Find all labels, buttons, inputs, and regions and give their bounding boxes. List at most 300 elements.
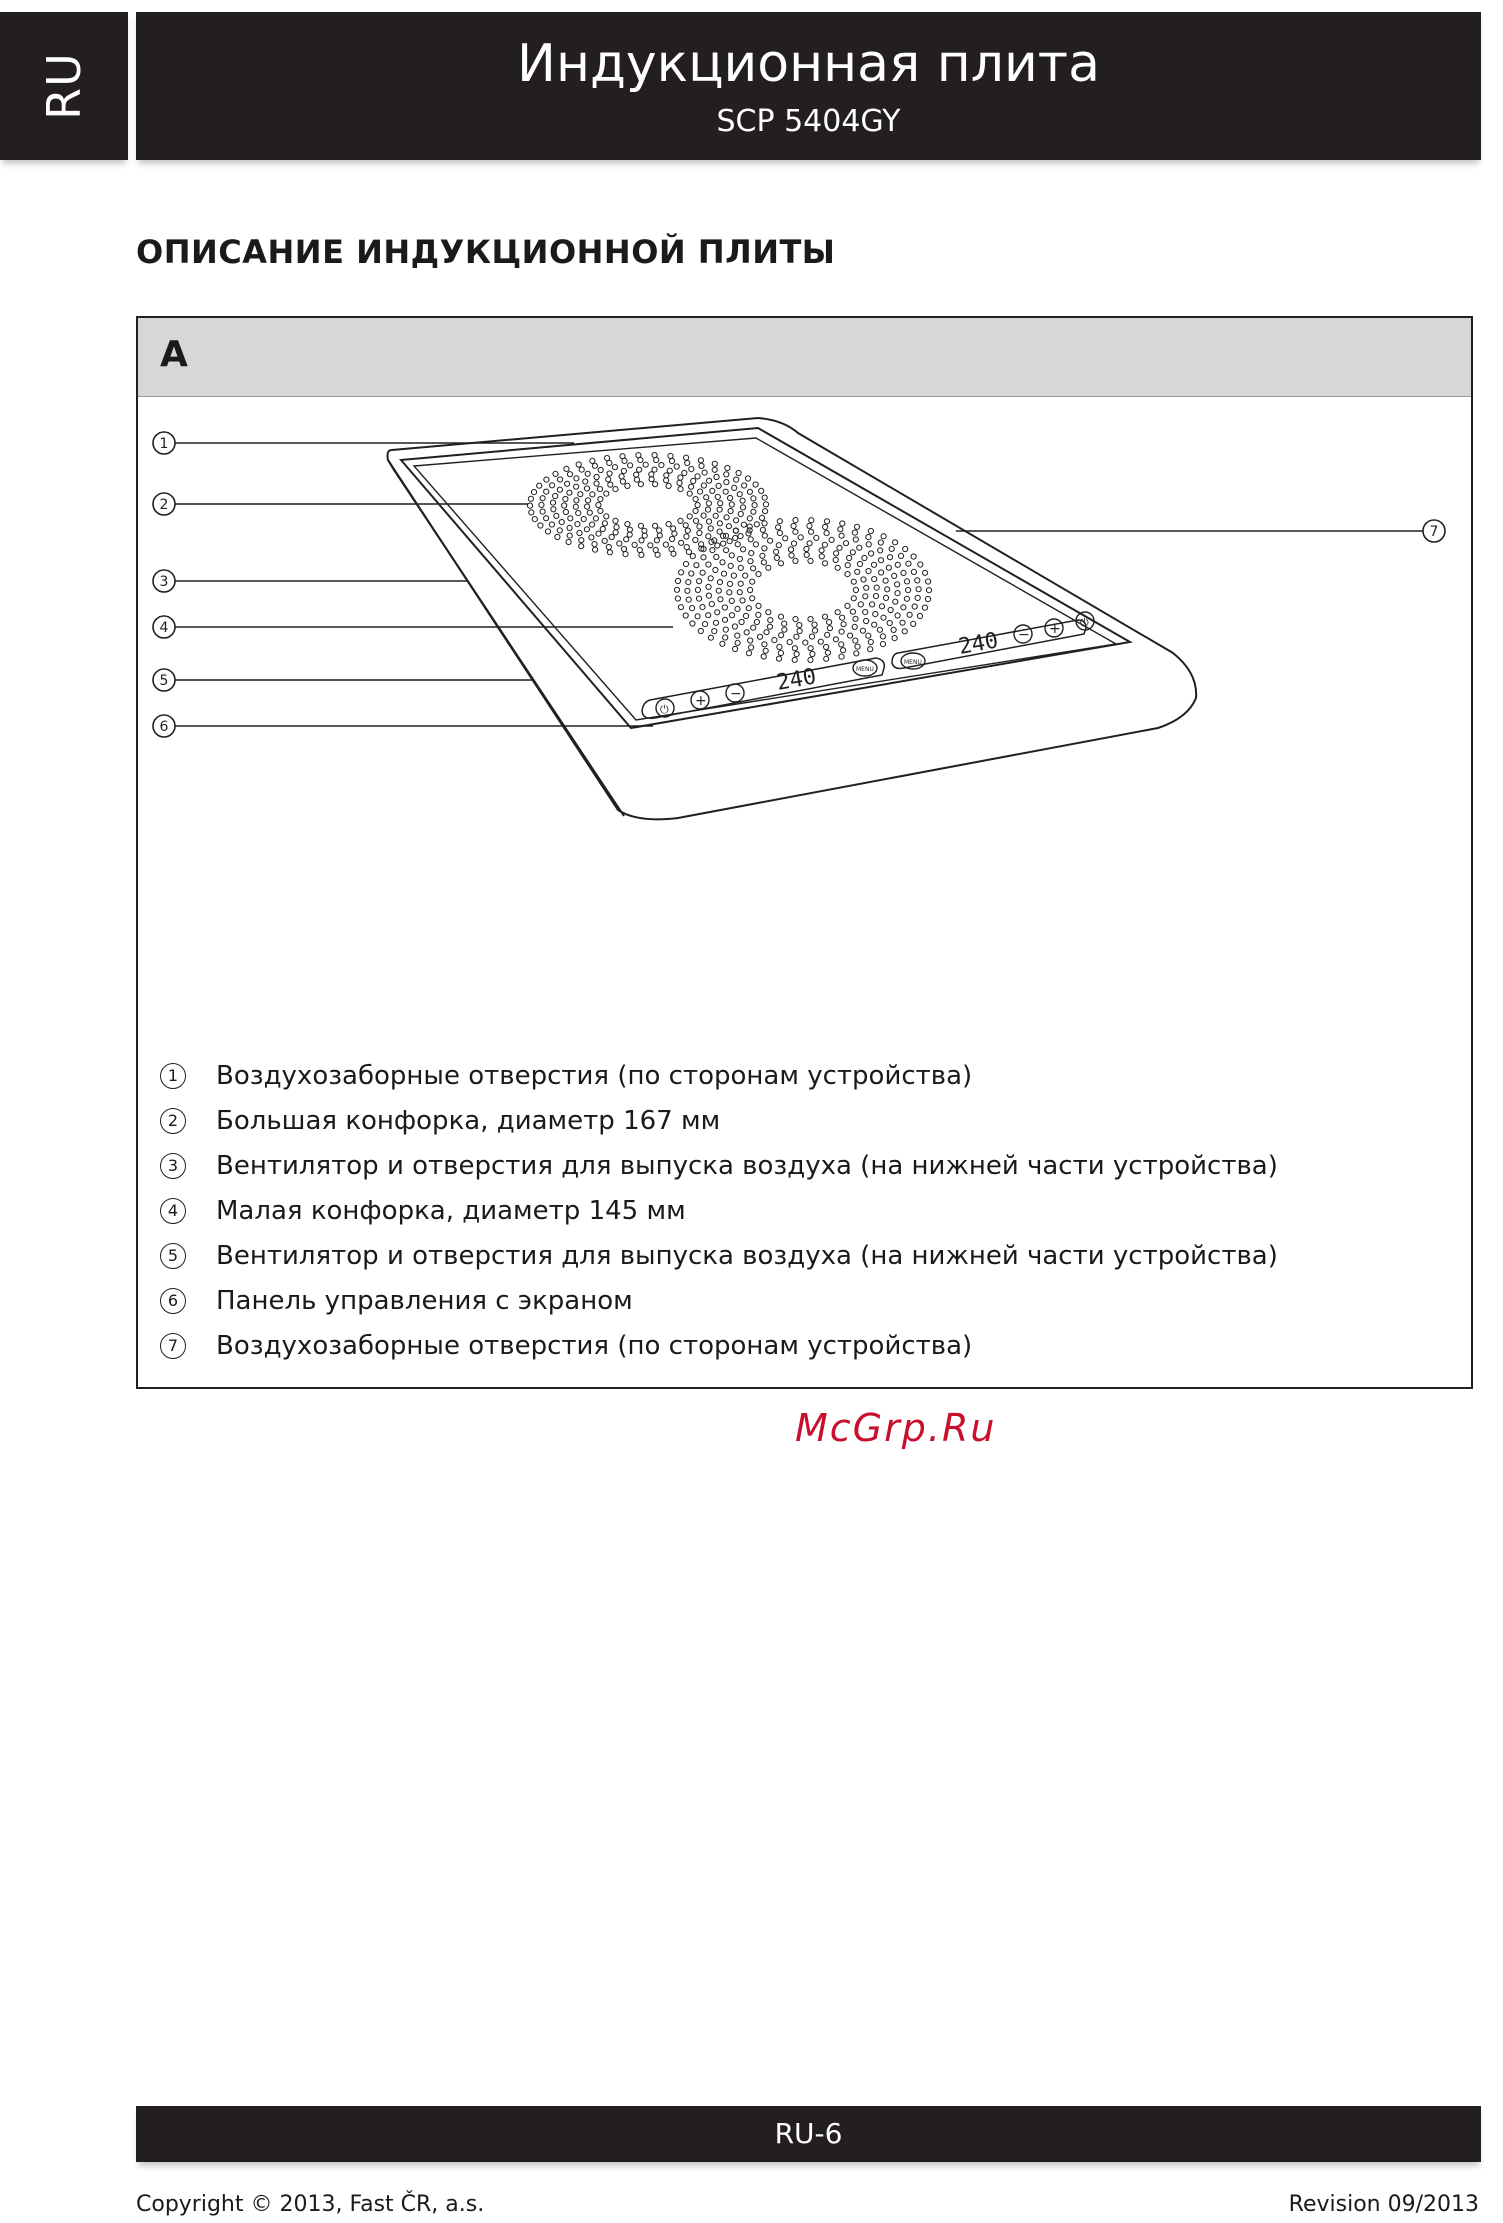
legend-number: 2 bbox=[160, 1108, 186, 1134]
legend-item bbox=[160, 1188, 1440, 1233]
burner-dot bbox=[721, 571, 726, 576]
burner-dot bbox=[748, 587, 753, 592]
burner-dot bbox=[860, 628, 865, 633]
burner-dot bbox=[762, 533, 767, 538]
burner-dot bbox=[690, 606, 695, 611]
burner-dot bbox=[834, 551, 839, 556]
burner-dot bbox=[853, 537, 858, 542]
burner-dot bbox=[587, 510, 592, 515]
burner-dot bbox=[877, 627, 882, 632]
burner-dot bbox=[576, 462, 581, 467]
burner-dot bbox=[594, 481, 599, 486]
burner-dot bbox=[724, 515, 729, 520]
burner-dot bbox=[528, 496, 533, 501]
burner-dot bbox=[664, 473, 669, 478]
burner-dot bbox=[596, 531, 601, 536]
burner-dot bbox=[558, 477, 563, 482]
burner-dot bbox=[892, 636, 897, 641]
burner-dot bbox=[926, 579, 931, 584]
burner-dot bbox=[678, 475, 683, 480]
burner-dot bbox=[693, 537, 698, 542]
burner-dot bbox=[808, 617, 813, 622]
legend-number: 7 bbox=[160, 1333, 186, 1359]
legend-number: 6 bbox=[160, 1288, 186, 1314]
burner-dot bbox=[885, 587, 890, 592]
burner-dot bbox=[841, 622, 846, 627]
burner-dot bbox=[701, 513, 706, 518]
section-heading: ОПИСАНИЕ ИНДУКЦИОННОЙ ПЛИТЫ bbox=[136, 233, 836, 271]
burner-dot bbox=[728, 563, 733, 568]
burner-dot bbox=[614, 525, 619, 530]
burner-dot bbox=[613, 530, 618, 535]
burner-dot bbox=[766, 610, 771, 615]
burner-dot bbox=[594, 474, 599, 479]
burner-dot bbox=[695, 502, 700, 507]
burner-dot bbox=[749, 551, 754, 556]
burner-dot bbox=[912, 604, 917, 609]
burner-dot bbox=[581, 517, 586, 522]
control-panel-left bbox=[642, 658, 884, 718]
burner-dot bbox=[871, 562, 876, 567]
burner-dot bbox=[793, 529, 798, 534]
burner-dot bbox=[700, 605, 705, 610]
burner-dot bbox=[907, 612, 912, 617]
burner-dot bbox=[751, 625, 756, 630]
burner-dot bbox=[685, 588, 690, 593]
burner-dot bbox=[741, 522, 746, 527]
burner-dot bbox=[550, 500, 555, 505]
burner-dot bbox=[531, 490, 536, 495]
burner-dot bbox=[578, 492, 583, 497]
burner-dot bbox=[874, 585, 879, 590]
burner-dot bbox=[761, 654, 766, 659]
burner-dot bbox=[689, 571, 694, 576]
burner-dot bbox=[774, 549, 779, 554]
minus-glyph-right: − bbox=[1018, 627, 1030, 643]
temperature-display-left: 240 bbox=[774, 664, 819, 696]
burner-dot bbox=[583, 479, 588, 484]
burner-dot bbox=[804, 552, 809, 557]
burner-dot bbox=[751, 566, 756, 571]
burner-dot bbox=[776, 656, 781, 661]
burner-dot bbox=[627, 527, 632, 532]
burner-dot bbox=[779, 633, 784, 638]
burner-dot bbox=[638, 482, 643, 487]
burner-dot bbox=[567, 525, 572, 530]
burner-dot bbox=[794, 652, 799, 657]
burner-dot bbox=[598, 467, 603, 472]
burner-dot bbox=[704, 495, 709, 500]
burner-dot bbox=[705, 507, 710, 512]
burner-dot bbox=[563, 496, 568, 501]
burner-dot bbox=[812, 622, 817, 627]
burner-dot bbox=[695, 587, 700, 592]
burner-dot bbox=[545, 529, 550, 534]
burner-dot bbox=[563, 509, 568, 514]
burner-dot bbox=[819, 554, 824, 559]
burner-dot bbox=[716, 588, 721, 593]
burner-dot bbox=[747, 516, 752, 521]
burner-dot bbox=[722, 617, 727, 622]
burner-dot bbox=[706, 613, 711, 618]
burner-dot bbox=[627, 532, 632, 537]
burner-dot bbox=[634, 472, 639, 477]
burner-dot bbox=[573, 504, 578, 509]
callout-number-4: 4 bbox=[159, 620, 169, 636]
burner-dot bbox=[596, 502, 601, 507]
burner-dot bbox=[812, 628, 817, 633]
burner-dot bbox=[862, 555, 867, 560]
burner-dot bbox=[807, 523, 812, 528]
burner-dot bbox=[852, 624, 857, 629]
burner-dot bbox=[715, 543, 720, 548]
burner-dot bbox=[750, 596, 755, 601]
burner-dot bbox=[634, 477, 639, 482]
burner-dot bbox=[718, 501, 723, 506]
burner-dot bbox=[727, 590, 732, 595]
burner-dot bbox=[695, 614, 700, 619]
burner-dot bbox=[577, 530, 582, 535]
burner-dot bbox=[537, 483, 542, 488]
burner-dot bbox=[732, 485, 737, 490]
burner-dot bbox=[717, 580, 722, 585]
burner-dot bbox=[702, 470, 707, 475]
burner-dot bbox=[902, 629, 907, 634]
burner-dot bbox=[895, 613, 900, 618]
burner-dot bbox=[778, 561, 783, 566]
burner-dot bbox=[695, 474, 700, 479]
burner-dot bbox=[911, 621, 916, 626]
burner-dot bbox=[693, 497, 698, 502]
burner-dot bbox=[632, 542, 637, 547]
burner-dot bbox=[636, 453, 641, 458]
burner-dot bbox=[853, 616, 858, 621]
burner-dot bbox=[724, 472, 729, 477]
burner-dot bbox=[597, 487, 602, 492]
burner-dot bbox=[792, 657, 797, 662]
burner-dot bbox=[824, 644, 829, 649]
burner-dot bbox=[604, 491, 609, 496]
callout-number-7: 7 bbox=[1429, 524, 1439, 540]
burner-dot bbox=[735, 640, 740, 645]
burner-dot bbox=[714, 554, 719, 559]
burner-dot bbox=[901, 605, 906, 610]
burner-dot bbox=[553, 471, 558, 476]
burner-dot bbox=[683, 613, 688, 618]
burner-dot bbox=[841, 648, 846, 653]
small-burner bbox=[674, 518, 931, 663]
burner-dot bbox=[791, 523, 796, 528]
burner-dot bbox=[575, 522, 580, 527]
burner-dot bbox=[917, 613, 922, 618]
burner-dot bbox=[643, 462, 648, 467]
burner-dot bbox=[777, 519, 782, 524]
burner-dot bbox=[617, 541, 622, 546]
burner-dot bbox=[566, 539, 571, 544]
burner-dot bbox=[911, 569, 916, 574]
burner-dot bbox=[728, 495, 733, 500]
burner-dot bbox=[878, 540, 883, 545]
burner-dot bbox=[678, 518, 683, 523]
burner-dot bbox=[604, 514, 609, 519]
burner-dot bbox=[678, 605, 683, 610]
burner-dot bbox=[675, 596, 680, 601]
burner-dot bbox=[766, 565, 771, 570]
burner-dot bbox=[669, 458, 674, 463]
burner-dot bbox=[740, 598, 745, 603]
burner-dot bbox=[707, 478, 712, 483]
burner-dot bbox=[872, 577, 877, 582]
burner-dot bbox=[759, 515, 764, 520]
burner-dot bbox=[710, 488, 715, 493]
burner-dot bbox=[709, 602, 714, 607]
burner-dot bbox=[797, 628, 802, 633]
burner-dot bbox=[739, 619, 744, 624]
burner-dot bbox=[544, 489, 549, 494]
burner-dot bbox=[608, 482, 613, 487]
burner-dot bbox=[787, 640, 792, 645]
burner-dot bbox=[579, 544, 584, 549]
legend-item bbox=[160, 1323, 1440, 1368]
glass-plate-inner bbox=[414, 438, 1116, 720]
legend-text: Малая конфорка, диаметр 145 мм bbox=[216, 1195, 686, 1226]
burner-dot bbox=[728, 508, 733, 513]
burner-dot bbox=[754, 522, 759, 527]
burner-dot bbox=[701, 483, 706, 488]
burner-dot bbox=[883, 578, 888, 583]
legend-item bbox=[160, 1053, 1440, 1098]
burner-dot bbox=[620, 479, 625, 484]
burner-dot bbox=[652, 453, 657, 458]
burner-dot bbox=[715, 610, 720, 615]
burner-dot bbox=[845, 563, 850, 568]
legend-item bbox=[160, 1143, 1440, 1188]
burner-dot bbox=[720, 560, 725, 565]
burner-dot bbox=[839, 629, 844, 634]
power-glyph-right: ⏻ bbox=[1080, 616, 1089, 629]
burner-dot bbox=[619, 474, 624, 479]
burner-dot bbox=[762, 642, 767, 647]
burner-dot bbox=[612, 465, 617, 470]
burner-dot bbox=[857, 561, 862, 566]
burner-dot bbox=[868, 647, 873, 652]
burner-dot bbox=[559, 520, 564, 525]
burner-dot bbox=[565, 481, 570, 486]
burner-dot bbox=[798, 535, 803, 540]
burner-dot bbox=[693, 508, 698, 513]
burner-dot bbox=[851, 579, 856, 584]
burner-dot bbox=[527, 503, 532, 508]
burner-dot bbox=[689, 484, 694, 489]
burner-dot bbox=[822, 542, 827, 547]
burner-dot bbox=[814, 535, 819, 540]
burner-dot bbox=[697, 524, 702, 529]
burner-dot bbox=[564, 466, 569, 471]
header-bar bbox=[136, 12, 1481, 160]
burner-dot bbox=[671, 551, 676, 556]
burner-dot bbox=[593, 516, 598, 521]
burner-dot bbox=[763, 502, 768, 507]
burner-dot bbox=[915, 595, 920, 600]
burner-dot bbox=[893, 599, 898, 604]
legend-number: 3 bbox=[160, 1153, 186, 1179]
burner-dot bbox=[918, 562, 923, 567]
burner-dot bbox=[903, 546, 908, 551]
burner-dot bbox=[793, 617, 798, 622]
burner-dot bbox=[667, 468, 672, 473]
burner-dot bbox=[777, 530, 782, 535]
burner-dot bbox=[592, 463, 597, 468]
burner-dot bbox=[718, 597, 723, 602]
burner-dot bbox=[700, 570, 705, 575]
burner-dot bbox=[585, 498, 590, 503]
burner-dot bbox=[746, 606, 751, 611]
burner-dot bbox=[753, 542, 758, 547]
burner-dot bbox=[686, 549, 691, 554]
burner-dot bbox=[706, 501, 711, 506]
burner-dot bbox=[666, 522, 671, 527]
burner-dot bbox=[678, 487, 683, 492]
burner-dot bbox=[690, 554, 695, 559]
burner-dot bbox=[713, 513, 718, 518]
plus-glyph-left: + bbox=[695, 693, 707, 709]
burner-dot bbox=[886, 565, 891, 570]
temperature-display-right: 240 bbox=[956, 628, 1001, 660]
burner-dot bbox=[687, 491, 692, 496]
burner-dot bbox=[532, 517, 537, 522]
burner-dot bbox=[567, 490, 572, 495]
burner-dot bbox=[855, 569, 860, 574]
burner-dot bbox=[864, 585, 869, 590]
burner-dot bbox=[887, 620, 892, 625]
burner-dot bbox=[713, 620, 718, 625]
burner-dot bbox=[741, 547, 746, 552]
burner-dot bbox=[850, 550, 855, 555]
burner-dot bbox=[621, 468, 626, 473]
burner-dot bbox=[693, 518, 698, 523]
burner-dot bbox=[723, 635, 728, 640]
model-number: SCP 5404GY bbox=[716, 104, 901, 139]
burner-dot bbox=[776, 525, 781, 530]
burner-dot bbox=[889, 546, 894, 551]
burner-dot bbox=[708, 526, 713, 531]
burner-dot bbox=[670, 536, 675, 541]
menu-label-left: MENU bbox=[856, 666, 874, 673]
document-title: Индукционная плита bbox=[517, 34, 1100, 94]
burner-dot bbox=[666, 483, 671, 488]
burner-dot bbox=[710, 548, 715, 553]
burner-dot bbox=[593, 547, 598, 552]
burner-dot bbox=[751, 496, 756, 501]
burner-dot bbox=[639, 552, 644, 557]
burner-dot bbox=[729, 613, 734, 618]
burner-dot bbox=[782, 627, 787, 632]
large-burner bbox=[527, 453, 768, 558]
burner-dot bbox=[840, 521, 845, 526]
burner-dot bbox=[540, 509, 545, 514]
cooktop-body-outline bbox=[388, 418, 1197, 819]
burner-dot bbox=[624, 537, 629, 542]
burner-dot bbox=[675, 578, 680, 583]
burner-dot bbox=[898, 553, 903, 558]
burner-dot bbox=[702, 622, 707, 627]
burner-dot bbox=[549, 522, 554, 527]
burner-dot bbox=[721, 541, 726, 546]
burner-dot bbox=[748, 638, 753, 643]
minus-glyph-left: − bbox=[730, 686, 742, 702]
burner-dot bbox=[868, 639, 873, 644]
burner-dot bbox=[590, 522, 595, 527]
burner-dot bbox=[829, 537, 834, 542]
legend-text: Вентилятор и отверстия для выпуска воздуха (на нижней части устройства) bbox=[216, 1150, 1278, 1181]
burner-dot bbox=[696, 596, 701, 601]
burner-dot bbox=[683, 523, 688, 528]
burner-dot bbox=[760, 527, 765, 532]
burner-dot bbox=[672, 531, 677, 536]
burner-dot bbox=[623, 552, 628, 557]
burner-dot bbox=[866, 542, 871, 547]
burner-dot bbox=[637, 467, 642, 472]
burner-dot bbox=[654, 538, 659, 543]
burner-dot bbox=[791, 541, 796, 546]
burner-dot bbox=[808, 646, 813, 651]
plus-glyph-right: + bbox=[1049, 621, 1061, 637]
burner-dot bbox=[727, 581, 732, 586]
burner-dot bbox=[717, 521, 722, 526]
burner-dot bbox=[772, 638, 777, 643]
burner-dot bbox=[685, 528, 690, 533]
burner-dot bbox=[901, 570, 906, 575]
burner-dot bbox=[598, 508, 603, 513]
burner-dot bbox=[855, 644, 860, 649]
burner-dot bbox=[668, 453, 673, 458]
burner-dot bbox=[747, 489, 752, 494]
burner-dot bbox=[620, 454, 625, 459]
burner-dot bbox=[861, 577, 866, 582]
burner-dot bbox=[873, 594, 878, 599]
burner-dot bbox=[733, 646, 738, 651]
burner-dot bbox=[753, 482, 758, 487]
burner-dot bbox=[690, 621, 695, 626]
burner-dot bbox=[609, 534, 614, 539]
burner-dot bbox=[684, 455, 689, 460]
burner-dot bbox=[697, 530, 702, 535]
callout-number-5: 5 bbox=[159, 673, 169, 689]
burner-dot bbox=[613, 487, 618, 492]
legend-item bbox=[160, 1098, 1440, 1143]
burner-dot bbox=[674, 464, 679, 469]
burner-dot bbox=[722, 605, 727, 610]
burner-dot bbox=[878, 548, 883, 553]
burner-dot bbox=[893, 540, 898, 545]
burner-dot bbox=[822, 614, 827, 619]
burner-dot bbox=[863, 610, 868, 615]
burner-dot bbox=[568, 516, 573, 521]
burner-dot bbox=[691, 478, 696, 483]
burner-dot bbox=[880, 642, 885, 647]
page-number: RU-6 bbox=[774, 2117, 843, 2150]
burner-dot bbox=[576, 511, 581, 516]
legend-text: Панель управления с экраном bbox=[216, 1285, 633, 1316]
burner-dot bbox=[835, 610, 840, 615]
burner-dot bbox=[743, 573, 748, 578]
burner-dot bbox=[602, 538, 607, 543]
burner-dot bbox=[706, 534, 711, 539]
burner-dot bbox=[851, 596, 856, 601]
burner-dot bbox=[706, 562, 711, 567]
burner-dot bbox=[838, 527, 843, 532]
burner-dot bbox=[782, 621, 787, 626]
